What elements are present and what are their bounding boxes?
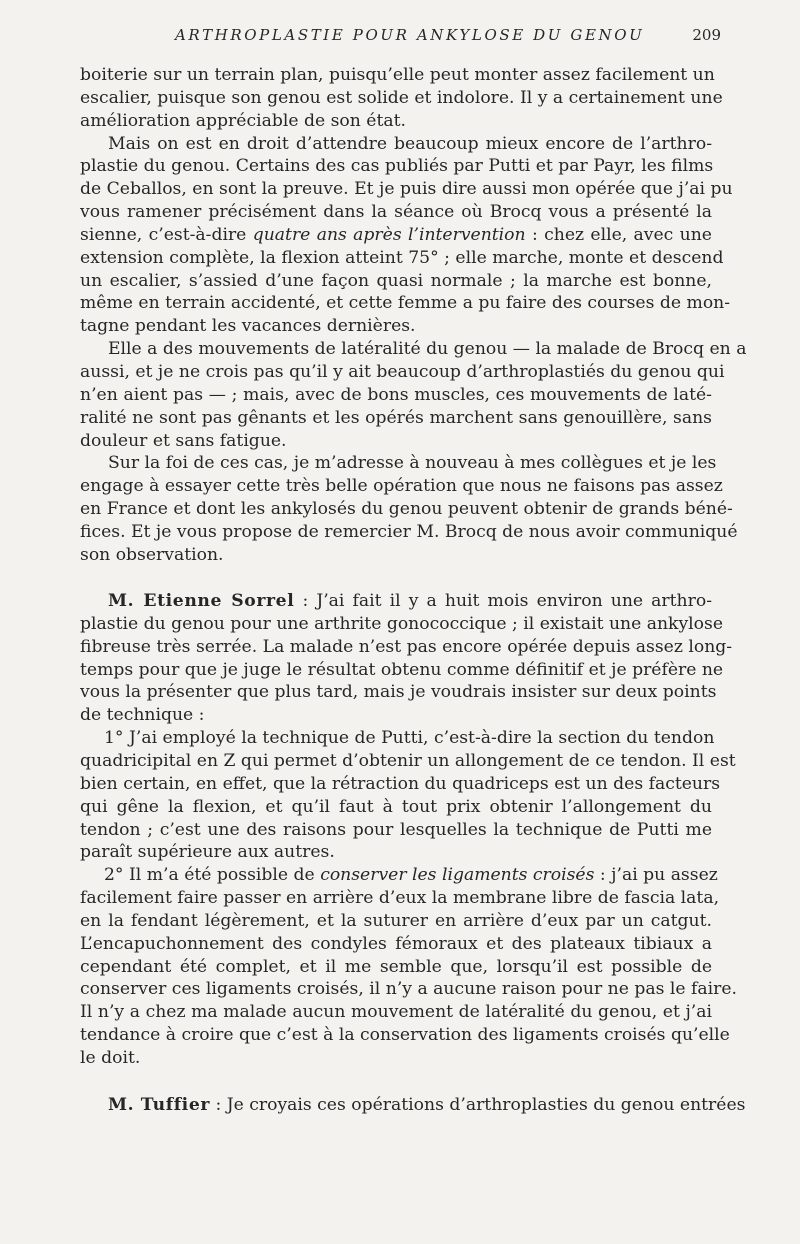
- paragraph: [80, 338, 747, 452]
- text-line: extension complète, la flexion atteint 75° ; elle marche, monte et descend: [80, 247, 724, 268]
- text-line: même en terrain accidenté, et cette femme a pu faire des courses de mon-: [80, 293, 731, 314]
- text-line: ralité ne sont pas gênants et les opérés marchent sans genouillère, sans: [80, 407, 712, 428]
- text-line: [80, 590, 712, 613]
- text-segment: 2° Il m’a été possible de: [104, 865, 321, 886]
- text-line: 1° J’ai employé la technique de Putti, c’est-à-dire la section du tendon: [104, 728, 715, 749]
- text-line: fices. Et je vous propose de remercier M. Brocq de nous avoir communiqué: [80, 521, 738, 542]
- text-line: paraît supérieure aux autres.: [80, 842, 335, 863]
- text-line: vous ramener précisément dans la séance où Brocq vous a présenté la: [80, 202, 712, 223]
- text-line: Mais on est en droit d’attendre beaucoup mieux encore de l’arthro-: [108, 133, 712, 154]
- text-line: tagne pendant les vacances dernières.: [80, 316, 416, 337]
- text-line: de technique :: [80, 705, 205, 726]
- text-line: boiterie sur un terrain plan, puisqu’elle peut monter assez facilement un: [80, 65, 715, 85]
- text-line: un escalier, s’assied d’une façon quasi normale ; la marche est bonne,: [80, 270, 712, 291]
- text-line: tendon ; c’est une des raisons pour lesquelles la technique de Putti me: [80, 819, 712, 840]
- paragraph-gap: [80, 567, 712, 591]
- text-segment: : chez elle, avec une: [525, 224, 712, 245]
- text-line: amélioration appréciable de son état.: [80, 110, 406, 131]
- speaker-name: M. Etienne Sorrel: [108, 591, 295, 612]
- paragraph: [80, 864, 737, 1070]
- paragraph: [80, 133, 733, 339]
- text-line: [80, 864, 718, 887]
- text-line: plastie du genou. Certains des cas publiés par Putti et par Payr, les films: [80, 156, 714, 177]
- body-text: [80, 64, 747, 1117]
- text-line: [80, 224, 712, 247]
- paragraph: [80, 1094, 746, 1117]
- paragraph: [80, 64, 723, 133]
- text-line: de Ceballos, en sont la preuve. Et je puis dire aussi mon opérée que j’ai pu: [80, 179, 733, 200]
- text-line: Elle a des mouvements de latéralité du genou — la malade de Brocq en a: [108, 339, 747, 360]
- text-line: plastie du genou pour une arthrite gonococcique ; il existait une ankylose: [80, 613, 723, 634]
- text-line: cependant été complet, et il me semble que, lorsqu’il est possible de: [80, 956, 712, 977]
- text-line: [80, 1094, 746, 1117]
- paragraph: [80, 590, 733, 727]
- italic-phrase: conserver les ligaments croisés: [320, 865, 595, 886]
- text-line: temps pour que je juge le résultat obtenu comme définitif et je préfère ne: [80, 659, 724, 680]
- text-line: L’encapuchonnement des condyles fémoraux et des plateaux tibiaux a: [80, 933, 712, 954]
- text-line: engage à essayer cette très belle opération que nous ne faisons pas assez: [80, 476, 723, 497]
- text-line: bien certain, en effet, que la rétraction du quadriceps est un des facteurs: [80, 773, 721, 794]
- text-line: douleur et sans fatigue.: [80, 430, 287, 451]
- text-segment: sienne, c’est-à-dire: [80, 224, 253, 245]
- page-header: [80, 26, 721, 50]
- text-line: son observation.: [80, 544, 224, 565]
- text-line: tendance à croire que c’est à la conservation des ligaments croisés qu’elle: [80, 1025, 730, 1046]
- text-segment: : Je croyais ces opérations d’arthroplasties du genou entrées: [210, 1094, 746, 1115]
- running-head: ARTHROPLASTIE POUR ANKYLOSE DU GENOU: [175, 26, 645, 44]
- text-segment: : j’ai pu assez: [594, 865, 718, 886]
- paragraph: [80, 452, 738, 566]
- text-line: facilement faire passer en arrière d’eux la membrane libre de fascia lata,: [80, 888, 720, 909]
- speaker-name: M. Tuffier: [108, 1094, 211, 1115]
- text-line: escalier, puisque son genou est solide et indolore. Il y a certainement une: [80, 87, 723, 108]
- text-line: le doit.: [80, 1047, 141, 1068]
- text-line: en France et dont les ankylosés du genou peuvent obtenir de grands béné-: [80, 499, 733, 520]
- text-segment: : J’ai fait il y a huit mois environ une arthro-: [294, 591, 712, 612]
- text-line: en la fendant légèrement, et la suturer en arrière d’eux par un catgut.: [80, 910, 712, 931]
- italic-phrase: quatre ans après l’intervention: [252, 224, 526, 245]
- text-line: aussi, et je ne crois pas qu’il y ait beaucoup d’arthroplastiés du genou qui: [80, 361, 725, 382]
- text-line: quadricipital en Z qui permet d’obtenir un allongement de ce tendon. Il est: [80, 750, 736, 771]
- text-line: qui gêne la flexion, et qu’il faut à tout prix obtenir l’allongement du: [80, 796, 712, 817]
- text-line: conserver ces ligaments croisés, il n’y a aucune raison pour ne pas le faire.: [80, 979, 737, 1000]
- text-line: fibreuse très serrée. La malade n’est pas encore opérée depuis assez long-: [80, 636, 733, 657]
- text-line: Sur la foi de ces cas, je m’adresse à nouveau à mes collègues et je les: [108, 453, 717, 474]
- text-line: vous la présenter que plus tard, mais je voudrais insister sur deux points: [80, 682, 717, 703]
- text-line: Il n’y a chez ma malade aucun mouvement de latéralité du genou, et j’ai: [80, 1002, 712, 1023]
- paragraph-gap: [80, 1070, 712, 1094]
- text-line: n’en aient pas — ; mais, avec de bons muscles, ces mouvements de laté-: [80, 384, 712, 405]
- page-number: 209: [692, 26, 721, 44]
- paragraph: [80, 727, 736, 864]
